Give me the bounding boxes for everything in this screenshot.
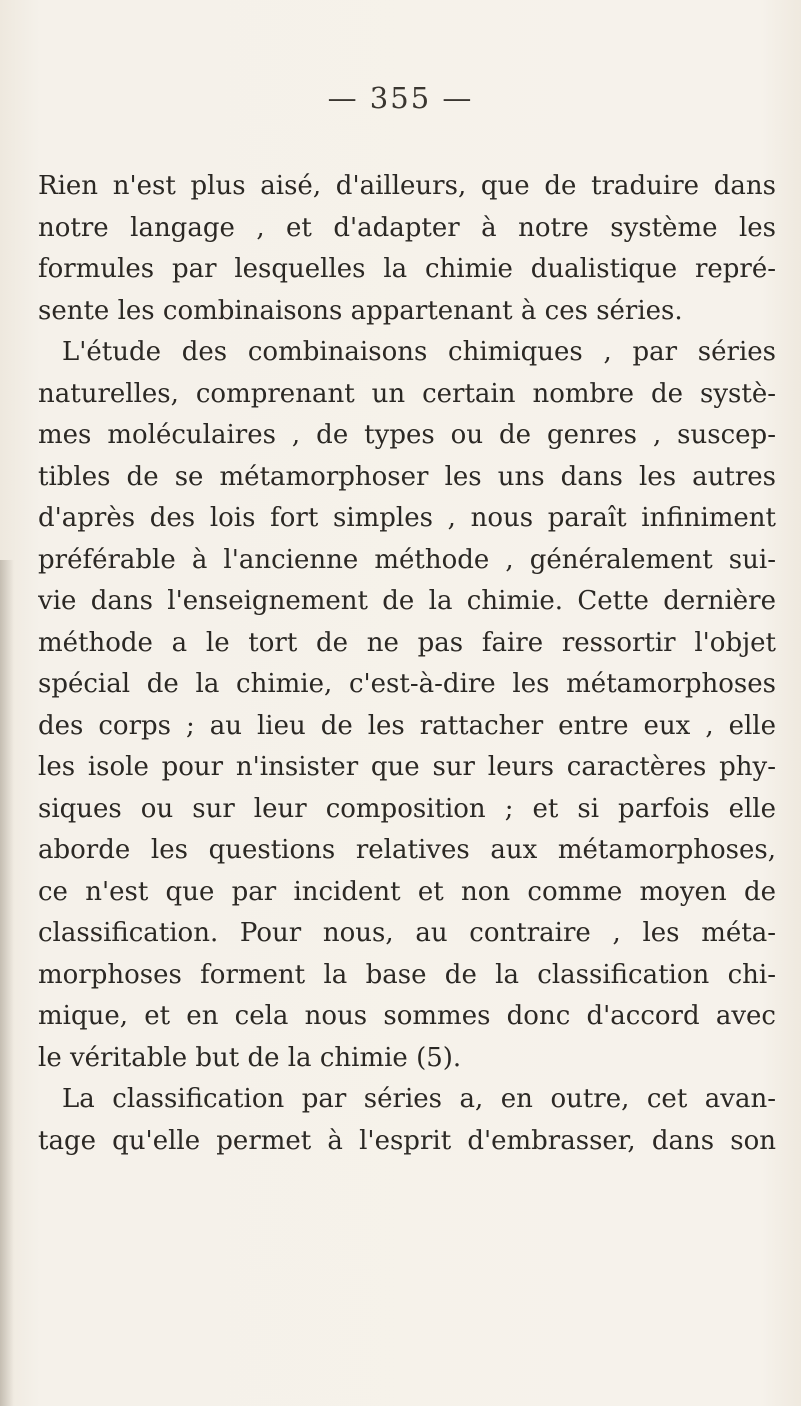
text-line: le véritable but de la chimie (5). — [38, 1042, 462, 1073]
text-line: préférable à l'ancienne méthode , généralement sui- — [38, 544, 776, 575]
page-edge-shadow — [0, 560, 14, 1406]
paragraph — [38, 1079, 776, 1162]
text-line: sente les combinaisons appartenant à ces séries. — [38, 295, 683, 326]
text-line: spécial de la chimie, c'est-à-dire les métamorphoses — [38, 669, 776, 699]
text-line: vie dans l'enseignement de la chimie. Cette dernière — [38, 586, 776, 616]
paragraph — [38, 166, 776, 332]
text-line: notre langage , et d'adapter à notre système les — [38, 212, 776, 243]
text-line: tibles de se métamorphoser les uns dans les autres — [38, 461, 776, 492]
text-line: mique, et en cela nous sommes donc d'accord avec — [38, 1001, 776, 1031]
text-line: d'après des lois fort simples , nous paraît infiniment — [38, 503, 776, 533]
text-line: des corps ; au lieu de les rattacher entre eux , elle — [38, 710, 776, 741]
page-number: — 355 — — [327, 81, 474, 115]
text-line: formules par lesquelles la chimie dualistique repré- — [38, 254, 776, 284]
text-line: tage qu'elle permet à l'esprit d'embrasser, dans son — [38, 1125, 776, 1156]
text-line: mes moléculaires , de types ou de genres , suscep- — [38, 420, 776, 450]
paragraph — [38, 332, 776, 1079]
body-text — [38, 166, 776, 1162]
text-line: naturelles, comprenant un certain nombre de systè- — [38, 378, 776, 409]
text-line: aborde les questions relatives aux métamorphoses, — [38, 835, 776, 865]
text-line: La classification par séries a, en outre, cet avan- — [62, 1084, 776, 1114]
text-line: méthode a le tort de ne pas faire ressortir l'objet — [38, 627, 776, 658]
text-line: ce n'est que par incident et non comme moyen de — [38, 876, 776, 907]
text-line: L'étude des combinaisons chimiques , par séries — [62, 337, 776, 367]
text-line: siques ou sur leur composition ; et si parfois elle — [38, 793, 776, 824]
text-line: Rien n'est plus aisé, d'ailleurs, que de traduire dans — [38, 171, 776, 201]
text-line: morphoses forment la base de la classification chi- — [38, 959, 776, 990]
text-line: classification. Pour nous, au contraire , les méta- — [38, 918, 776, 948]
text-line: les isole pour n'insister que sur leurs caractères phy- — [38, 752, 776, 782]
